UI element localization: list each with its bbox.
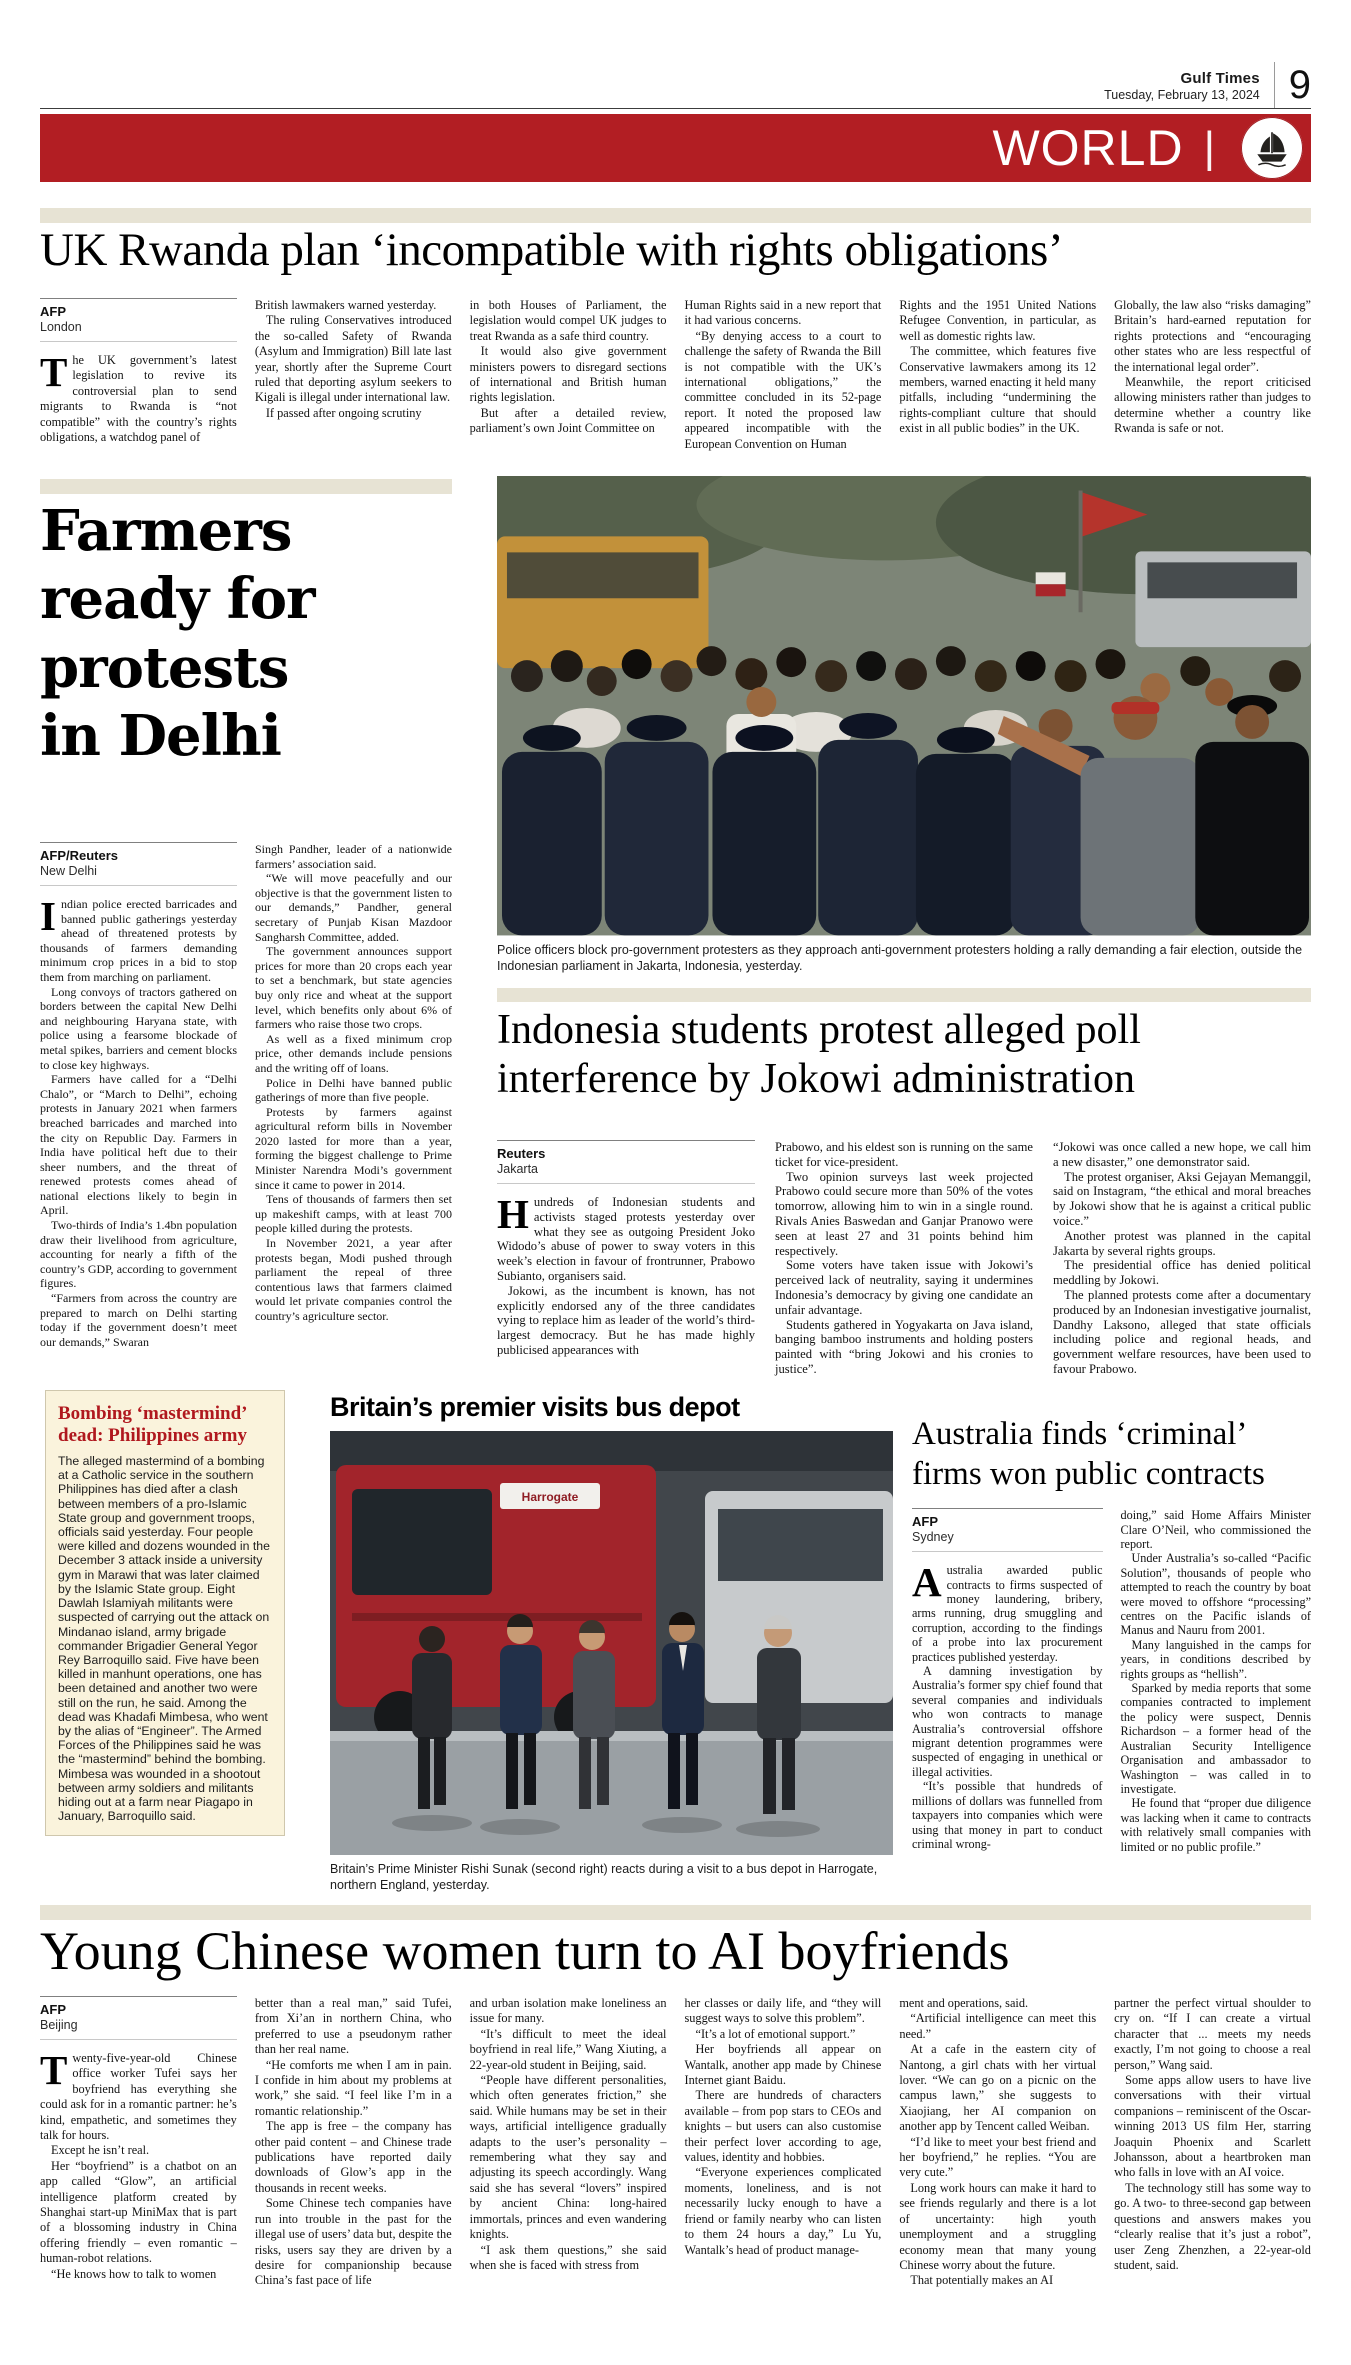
paragraph: Indian police erected barricades and banned public gatherings yesterday ahead of threatened protests by thousands of farmers demanding minimum crop prices in a bid to stop them from marching on parliament.: [40, 893, 237, 984]
drop-cap: I: [40, 893, 56, 939]
paragraph: Meanwhile, the report criticised allowing ministers rather than judges to determine whether a country like Rwanda is safe or not.: [1114, 375, 1311, 436]
drop-cap: T: [40, 2047, 68, 2093]
paragraph: Farmers have called for a “Delhi Chalo”, or “March to Delhi”, echoing protests in January 2021 when farmers breached barricades and marched into the city on Republic Day. Farmers in India have political heft due to their sheer numbers, and the threat of renewed protests comes ahead of national elections likely to begin in April.: [40, 1072, 237, 1218]
page-number: 9: [1288, 63, 1311, 107]
paragraph: Two opinion surveys last week projected Prabowo could secure more than 50% of the votes tomorrow, allowing him to win in a single round. Rivals Anies Baswedan and Ganjar Pranowo were seen at least 27 and 31 points behind him respectively.: [775, 1169, 1033, 1258]
byline-agency: AFP: [40, 304, 66, 319]
byline: [497, 1140, 755, 1184]
paragraph: “I ask them questions,” she said when she is faced with stress from: [469, 2242, 667, 2272]
byline-location: Jakarta: [497, 1162, 538, 1176]
paragraph: “By denying access to a court to challenge the safety of Rwanda the Bill is not compatible with the UK’s international obligations,” the committee concluded in its 52-page report. It noted the proposed law appeared incompatible with the European Convention on Human: [684, 328, 882, 451]
paragraph: Two-thirds of India’s 1.4bn population draw their livelihood from agriculture, accounting for nearly a fifth of the country’s GDP, according to government figures.: [40, 1218, 237, 1291]
paragraph: The government announces support prices for more than 20 crops each year to set a benchmark, but state agencies buy only rice and wheat at the support level, which benefits only about 6% of farmers who raise those two crops.: [255, 944, 452, 1032]
paragraph: Students gathered in Yogyakarta on Java island, banging bamboo instruments and holding posters painted with “bring Jokowi and his cronies to justice”.: [775, 1317, 1033, 1376]
drop-cap: T: [40, 349, 68, 395]
indonesia-article: [497, 1140, 1311, 1377]
paragraph: Jokowi, as the incumbent is known, has not explicitly endorsed any of the three candidates vying to replace him as leader of the world’s third-largest democracy. But he has made highly publicised appearances with: [497, 1283, 755, 1357]
ai-headline: Young Chinese women turn to AI boyfriends: [40, 1921, 1010, 1981]
britain-photo-illustration: [330, 1431, 893, 1855]
farmers-headline: Farmers ready for protests in Delhi: [40, 498, 315, 769]
rwanda-col-4: [684, 298, 881, 452]
farmers-col-2: [255, 842, 452, 1349]
paragraph: Under Australia’s so-called “Pacific Solution”, thousands of people who attempted to reach the country by boat were moved to offshore “processing” centres on the Pacific islands of Manus and Nauru from 2001.: [1120, 1551, 1311, 1638]
paragraph: Some voters have taken issue with Jokowi’s perceived lack of neutrality, saying it undermines Indonesia’s democracy by giving one candidate an unfair advantage.: [775, 1258, 1033, 1317]
divider-strip: [40, 1905, 1311, 1920]
paragraph: better than a real man,” said Tufei, from Xi’an in northern China, who preferred to use a pseudonym rather than her real name.: [254, 1996, 452, 2057]
ai-col-1-rest: [40, 2143, 237, 2282]
jakarta-photo-caption: Police officers block pro-government protesters as they approach anti-government protesters holding a rally demanding a fair election, outside the Indonesian parliament in Jakarta, Indonesia, yesterday.: [497, 943, 1303, 973]
paragraph: The presidential office has denied political meddling by Jokowi.: [1053, 1258, 1311, 1288]
australia-columns: [912, 1508, 1311, 1854]
paragraph: “He comforts me when I am in pain. I confide in him about my problems at work,” she said. “I feel like I’m in a romantic relationship.”: [254, 2057, 452, 2118]
rwanda-col-6: [1114, 298, 1311, 452]
byline: [40, 1996, 237, 2040]
paragraph: The app is free – the company has other paid content – and Chinese trade publications have reported daily downloads of Glow’s app in the thousands in recent weeks.: [254, 2119, 452, 2195]
paragraph: Rights and the 1951 United Nations Refugee Convention, in particular, as well as domestic rights law.: [899, 298, 1097, 343]
rwanda-col-5: [899, 298, 1096, 452]
paragraph: doing,” said Home Affairs Minister Clare O’Neil, who commissioned the report.: [1120, 1508, 1311, 1551]
section-divider: |: [1203, 123, 1215, 172]
australia-col-1: [912, 1508, 1103, 1854]
byline-agency: AFP: [912, 1514, 938, 1530]
indonesia-col-2: [775, 1140, 1033, 1377]
paragraph: At a cafe in the eastern city of Nantong, a girl chats with her virtual lover. “We can go on a picnic on the campus lawn,” she suggests to Xiaojiang, her AI companion on another app by Tencent called Weiban.: [899, 2042, 1097, 2134]
jakarta-photo-illustration: [497, 476, 1311, 936]
rwanda-article: [40, 298, 1311, 452]
rwanda-col-3: [470, 298, 667, 452]
paragraph: “I’d like to meet your best friend and her boyfriend,” he replies. “You are very cute.”: [899, 2134, 1097, 2180]
paragraph: Some Chinese tech companies have run into trouble in the past for the illegal use of users’ data but, despite the risks, users say they are driven by a desire for companionship because China’s fast pace of life: [254, 2196, 452, 2288]
britain-headline: Britain’s premier visits bus depot: [330, 1392, 740, 1422]
divider-strip: [497, 988, 1311, 1002]
indonesia-headline: Indonesia students protest alleged poll interference by Jokowi administration: [497, 1007, 1141, 1103]
farmers-col-1-rest: [40, 985, 237, 1350]
paragraph: In November 2021, a year after protests began, Modi pushed through parliament the repeal of three contentious laws that farmers claimed would let private companies control the country’s agriculture sector.: [255, 1236, 452, 1323]
paragraph: Another protest was planned in the capital Jakarta by several rights groups.: [1053, 1228, 1311, 1258]
paragraph: Twenty-five-year-old Chinese office worker Tufei says her boyfriend has everything she could ask for in a romantic partner: he’s kind, empathetic, and sometimes they talk for hours.: [40, 2047, 237, 2143]
paragraph: Singh Pandher, leader of a nationwide farmers’ association said.: [255, 842, 452, 871]
farmers-col-1: [40, 842, 237, 1349]
paragraph: British lawmakers warned yesterday.: [254, 298, 437, 312]
indonesia-col-3: [1053, 1140, 1311, 1377]
paragraph: The planned protests come after a documentary produced by an Indonesian investigative journalist, Dandhy Laksono, alleged that state officials including police and regional heads, and government welfare resources, have been used to favour Prabowo.: [1053, 1287, 1311, 1376]
top-rule: [40, 108, 1311, 109]
paragraph: As well as a fixed minimum crop price, other demands include pensions and the writing off of loans.: [255, 1031, 452, 1075]
indonesia-col-1-rest: [497, 1284, 755, 1358]
paragraph: “Everyone experiences complicated moments, loneliness, and is not necessarily lucky enough to have a friend or family nearby who can listen to them 24 hours a day,” Lu Yu, Wantalk’s head of product manage-: [684, 2165, 882, 2257]
paragraph: The committee, which features five Conservative lawmakers among its 12 members, warned enacting it held many pitfalls, including “undermining the rights-compliant culture that should exist in all public bodies” in the UK.: [899, 344, 1097, 436]
australia-col-2: [1121, 1508, 1312, 1854]
paragraph: There are hundreds of characters available – from pop stars to CEOs and knights – but users can also customise their perfect lover according to age, values, identity and hobbies.: [684, 2088, 882, 2165]
paragraph: Globally, the law also “risks damaging” Britain’s hard-earned reputation for rights protections and “encouraging other states who are less respectful of the international legal order”.: [1114, 298, 1311, 374]
drop-cap: A: [912, 1559, 942, 1606]
paragraph: “He knows how to talk to women: [51, 2266, 217, 2281]
section-banner: [40, 114, 1311, 182]
byline-location: Sydney: [912, 1530, 954, 1545]
paragraph: But after a detailed review, parliament’s own Joint Committee on: [469, 405, 667, 436]
byline-agency: AFP: [40, 2002, 66, 2017]
section-title: WORLD: [992, 120, 1184, 176]
rwanda-col-1: [40, 298, 237, 452]
paragraph: “Jokowi was once called a new hope, we call him a new disaster,” one demonstrator said.: [1053, 1140, 1311, 1169]
byline-location: London: [40, 320, 82, 334]
paragraph: Protests by farmers against agricultural reform bills in November 2020 lasted for more than a year, forming the biggest challenge to Prime Minister Narendra Modi’s government since it came to power in 2014.: [255, 1104, 452, 1192]
philippines-box-headline: Bombing ‘mastermind’ dead: Philippines army: [58, 1403, 247, 1447]
australia-headline: Australia finds ‘criminal’ firms won public contracts: [912, 1416, 1265, 1492]
ai-col-4: [684, 1996, 881, 2289]
byline-location: New Delhi: [40, 864, 97, 878]
paragraph: It would also give government ministers powers to disregard sections of international and British human rights legislation.: [469, 344, 667, 405]
paragraph: “It’s possible that hundreds of millions of dollars was funnelled from taxpayers into companies which were using that money in part to conduct criminal wrong-: [912, 1779, 1103, 1851]
paragraph: “Farmers from across the country are prepared to march on Delhi starting today if the government doesn’t meet our demands,” Swaran: [40, 1291, 237, 1349]
bus-destination-sign: Harrogate: [521, 1490, 579, 1504]
paragraph: If passed after ongoing scrutiny: [265, 405, 422, 420]
rwanda-headline: UK Rwanda plan ‘incompatible with rights obligations’: [40, 224, 1063, 276]
paragraph: The UK government’s latest legislation to revive its controversial plan to send migrants to Rwanda is “not compatible” with the country’s rights obligations, a watchdog panel of: [40, 349, 237, 445]
masthead-divider: [1274, 62, 1275, 108]
issue-date: Tuesday, February 13, 2024: [1104, 88, 1260, 102]
paragraph: Human Rights said in a new report that it had various concerns.: [684, 298, 882, 328]
paragraph: He found that “proper due diligence was lacking when it came to contracts with relatively small companies with limited or no public profile.”: [1120, 1796, 1311, 1854]
drop-cap: H: [497, 1191, 529, 1237]
divider-strip: [40, 208, 1311, 223]
rwanda-col-2: [255, 298, 452, 452]
paragraph: her classes or daily life, and “they will suggest ways to solve this problem”.: [684, 1996, 882, 2026]
ai-col-5: [899, 1996, 1096, 2289]
paragraph: “It’s a lot of emotional support.”: [695, 2026, 856, 2041]
paragraph: Australia awarded public contracts to firms suspected of money laundering, bribery, arms running, drug smuggling and corruption, according to the findings of a probe into lax procurement practices published yesterday.: [912, 1559, 1103, 1664]
paragraph: partner the perfect virtual shoulder to cry on. “If I can create a virtual character that ... meets my needs exactly, I’m not going to choose a real person,” Wang said.: [1114, 1996, 1311, 2072]
paragraph: Tens of thousands of farmers then set up makeshift camps, with at least 700 people killed during the protests.: [255, 1192, 452, 1236]
philippines-sidebar-box: [45, 1390, 285, 1836]
dhow-logo-icon: [1241, 117, 1303, 179]
paragraph: “It’s difficult to meet the ideal boyfriend in real life,” Wang Xiuting, a 22-year-old student in Beijing, said.: [469, 2026, 667, 2072]
paragraph: That potentially makes an AI: [910, 2273, 1054, 2288]
philippines-box-body: The alleged mastermind of a bombing at a Catholic service in the southern Philippines has died after a clash between members of a pro-Islamic State group and government troops, officials said yesterday. Four people were killed and dozens wounded in the December 3 attack inside a university gym in Marawi that was later claimed by the Islamic State group. Eight Dawlah Islamiyah militants were suspected of carrying out the attack on Mindanao island, army brigade commander Brigadier General Yegor Rey Barroquillo said. Five have been killed in manhunt operations, one has been detained and another two were still on the run, he said. Among the dead was Khadafi Mimbesa, who went by the alias of “Engineer”. The Armed Forces of the Philippines said he was the “mastermind” behind the bombing. Mimbesa was wounded in a shootout between army soldiers and militants hiding out at a farm near Piagapo in January, Barroquillo said.: [58, 1454, 270, 1824]
byline-agency: Reuters: [497, 1146, 546, 1161]
byline: [912, 1508, 1103, 1552]
britain-bus-depot-block: [330, 1392, 893, 1893]
paragraph: The protest organiser, Aksi Gejayan Memanggil, said on Instagram, “the ethical and moral breaches by Jokowi show that he is against a critical public voice.”: [1053, 1169, 1311, 1228]
byline: [40, 842, 237, 886]
ai-col-6: [1114, 1996, 1311, 2289]
ai-article: [40, 1996, 1311, 2289]
paragraph: The technology still has some way to go. A two- to three-second gap between questions and answers makes you “clearly realise that it’s just a robot”, user Zeng Zhenzhen, a 22-year-old student, said.: [1114, 2180, 1311, 2272]
ai-col-2: [255, 1996, 452, 2289]
australia-article: [912, 1415, 1311, 1854]
indonesia-col-1: [497, 1140, 755, 1377]
byline-agency: AFP/Reuters: [40, 848, 119, 863]
paper-name: Gulf Times: [1180, 70, 1260, 87]
paragraph: ment and operations, said.: [899, 1996, 1029, 2010]
paragraph: Her boyfriends all appear on Wantalk, another app made by Chinese Internet giant Baidu.: [684, 2042, 882, 2088]
ai-col-3: [470, 1996, 667, 2289]
ai-col-1: [40, 1996, 237, 2289]
paragraph: “People have different personalities, which often generates friction,” she said. While humans may be set in their ways, artificial intelligence gradually adapts to the user’s personality – remembering what they say and adjusting its speech accordingly. Wang said she has several “lovers” inspired by ancient China: long-haired immortals, princes and even wandering knights.: [469, 2073, 667, 2242]
paragraph: Sparked by media reports that some companies contracted to implement the policy were suspect, Dennis Richardson – a former head of the Australian Security Intelligence Organisation and ambassador to Washington – was called in to investigate.: [1120, 1681, 1311, 1796]
britain-photo-caption: Britain’s Prime Minister Rishi Sunak (second right) reacts during a visit to a bus depot in Harrogate, northern England, yesterday.: [330, 1862, 878, 1892]
britain-photo: [330, 1431, 893, 1855]
jakarta-protest-photo: [497, 476, 1311, 974]
paragraph: Long convoys of tractors gathered on borders between the capital New Delhi and neighbouring Haryana state, with police using a fearsome blockade of metal spikes, barriers and cement blocks to close key highways.: [40, 984, 237, 1072]
paragraph: Prabowo, and his eldest son is running on the same ticket for vice-president.: [775, 1140, 1033, 1169]
paragraph: and urban isolation make loneliness an issue for many.: [469, 1996, 667, 2026]
paragraph: Her “boyfriend” is a chatbot on an app called “Glow”, an artificial intelligence platform created by Shanghai start-up MiniMax that is part of a blossoming industry in China offering friendly – even romantic – human-robot relations.: [40, 2158, 237, 2266]
paragraph: A damning investigation by Australia’s former spy chief found that several companies and individuals who won contracts to manage Australia’s controversial offshore migrant detention programmes were suspected of engaging in unethical or illegal activities.: [912, 1664, 1103, 1779]
australia-col-1-rest: [912, 1664, 1103, 1851]
paragraph: The ruling Conservatives introduced the so-called Safety of Rwanda (Asylum and Immigration) Bill late last year, shortly after the Supreme Court ruled that deporting asylum seekers to Kigali is illegal under international law.: [254, 313, 452, 405]
paragraph: Police in Delhi have banned public gatherings of more than five people.: [255, 1075, 452, 1105]
divider-strip: [40, 479, 452, 494]
paragraph: Some apps allow users to have live conversations with their virtual companions – reminiscent of the Oscar-winning 2013 US film Her, starring Joaquin Phoenix and Scarlett Johansson, about a heartbroken man who falls in love with an AI voice.: [1114, 2073, 1311, 2180]
paragraph: “Artificial intelligence can meet this need.”: [899, 2011, 1097, 2041]
masthead: [1104, 62, 1311, 108]
farmers-article: [40, 842, 452, 1349]
paragraph: Except he isn’t real.: [51, 2143, 150, 2158]
byline-location: Beijing: [40, 2018, 78, 2032]
paragraph: “We will move peacefully and our objective is that the government listen to our demands,” Pandher, general secretary of Punjab Kisan Mazdoor Sangharsh Committee, added.: [255, 871, 452, 944]
byline: [40, 298, 237, 342]
paragraph: Many languished in the camps for years, in conditions described by rights groups as “hellish”.: [1120, 1637, 1311, 1681]
paragraph: in both Houses of Parliament, the legislation would compel UK judges to treat Rwanda as a safe third country.: [469, 298, 667, 343]
paragraph: Hundreds of Indonesian students and activists staged protests yesterday over what they see as outgoing President Joko Widodo’s abuse of power to sway voters in this week’s election in favour of frontrunner, Prabowo Subianto, organisers said.: [497, 1191, 755, 1283]
paragraph: Long work hours can make it hard to see friends regularly and there is a lot of uncertainty: high youth unemployment and a struggling economy mean that many young Chinese worry about the future.: [899, 2180, 1097, 2272]
